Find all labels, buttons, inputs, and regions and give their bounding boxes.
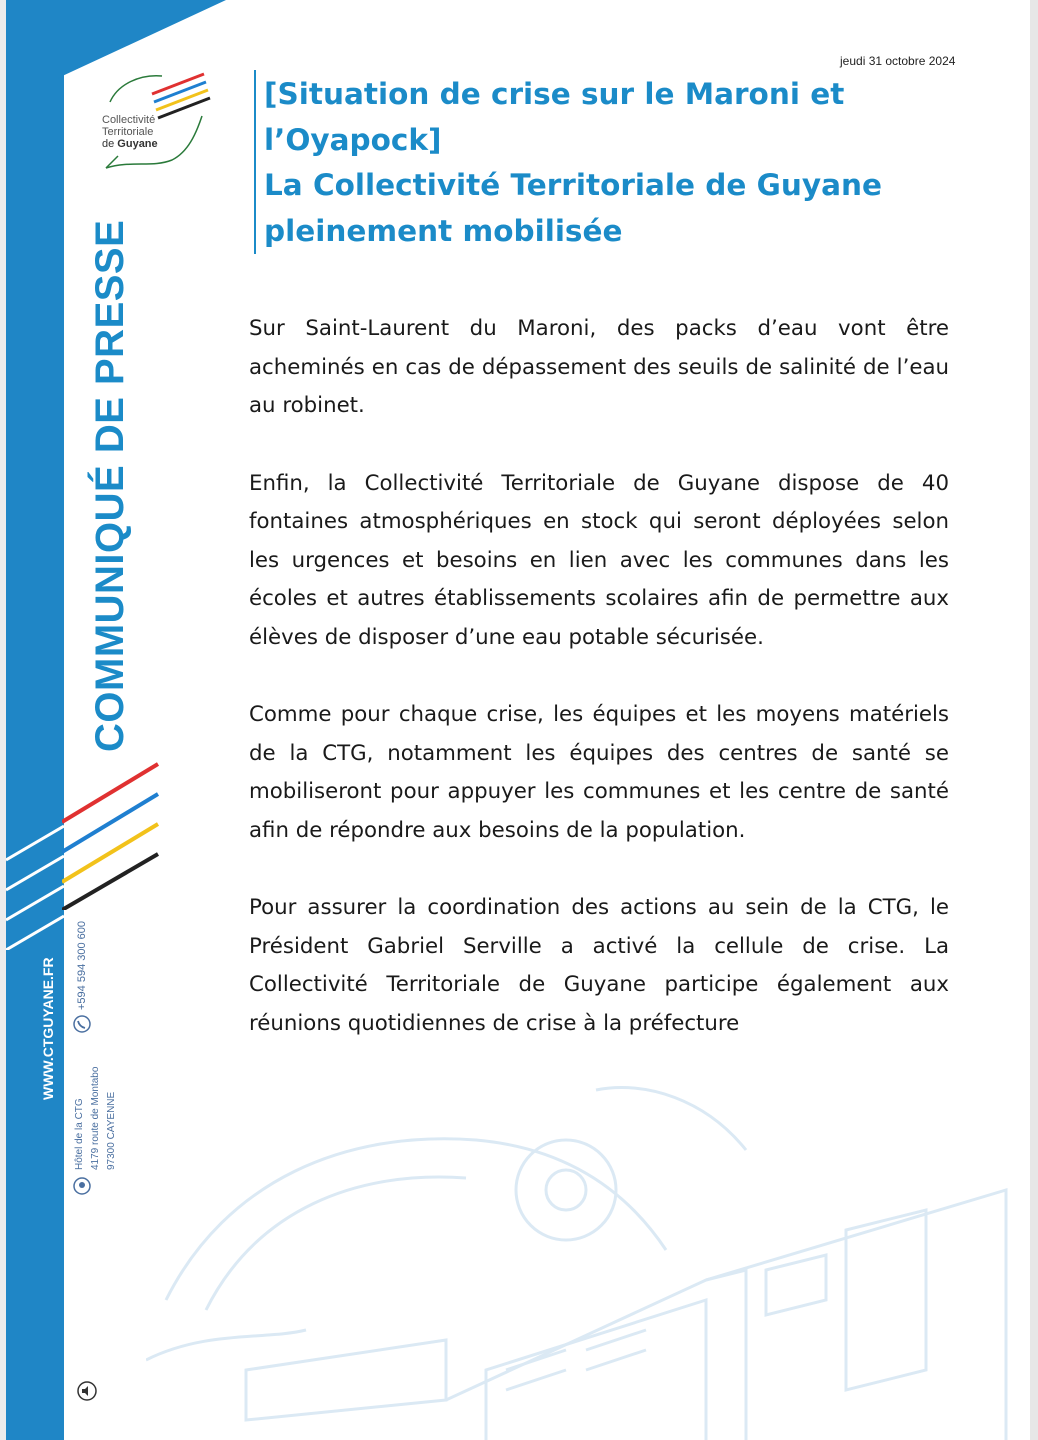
press-body — [249, 310, 949, 1082]
phone-number[interactable]: +594 594 300 600 — [76, 920, 88, 1010]
phone-icon — [72, 1014, 92, 1034]
title-line-2: l’Oyapock] — [264, 122, 442, 157]
left-blue-band — [6, 0, 64, 1440]
logo-line-3 — [102, 138, 182, 150]
logo-text — [102, 114, 182, 150]
location-pin-icon — [72, 1176, 92, 1196]
publication-date: jeudi 31 octobre 2024 — [840, 54, 956, 68]
paragraph-2: Enfin, la Collectivité Territoriale de Guyane dispose de 40 fontaines atmosphériques en stock qui seront déployées selon les urgences et besoins en lien avec les communes dans les écoles et autres établissements scolaires afin de permettre aux élèves de disposer d’une eau potable sécurisée. — [249, 470, 949, 650]
decorative-stripes — [62, 760, 162, 910]
address-line-2: 4179 route de Montabo — [90, 1066, 101, 1170]
building-watermark — [146, 1040, 1030, 1440]
title-line-4: pleinement mobilisée — [264, 213, 623, 248]
band-white-stripes — [6, 800, 64, 950]
logo-line-2: Territoriale — [102, 126, 154, 138]
press-title — [264, 72, 884, 254]
title-line-1: [Situation de crise sur le Maroni et — [264, 77, 845, 111]
ctg-logo — [92, 64, 222, 184]
title-line-3: La Collectivité Territoriale de Guyane — [264, 168, 883, 202]
logo-line-3-bold: Guyane — [117, 138, 158, 150]
logo-line-3-prefix: de — [102, 138, 118, 150]
side-title: COMMUNIQUÉ DE PRESSE — [88, 219, 132, 752]
address-line-1: Hôtel de la CTG — [74, 1098, 85, 1170]
website-label[interactable]: WWW.CTGUYANE.FR — [40, 957, 56, 1100]
press-release-page — [6, 0, 1030, 1440]
speaker-icon[interactable] — [76, 1380, 98, 1402]
title-accent-bar — [254, 70, 256, 254]
paragraph-1: Sur Saint-Laurent du Maroni, des packs d’eau vont être acheminés en cas de dépassement des seuils de salinité de l’eau au robinet. — [249, 316, 949, 418]
logo-line-1: Collectivité — [102, 114, 156, 126]
address-line-3: 97300 CAYENNE — [106, 1091, 117, 1170]
paragraph-4: Pour assurer la coordination des actions au sein de la CTG, le Président Gabriel Serville a activé la cellule de crise. La Collectivité Territoriale de Guyane participe également aux réunions quotidiennes de crise à la préfecture — [249, 895, 949, 1036]
side-title-container — [88, 219, 132, 752]
page-shadow-right — [1030, 0, 1038, 1440]
paragraph-3: Comme pour chaque crise, les équipes et les moyens matériels de la CTG, notamment les équipes des centres de santé se mobiliseront pour appuyer les communes et les centre de santé afin de répondre aux besoins de la population. — [249, 702, 949, 843]
